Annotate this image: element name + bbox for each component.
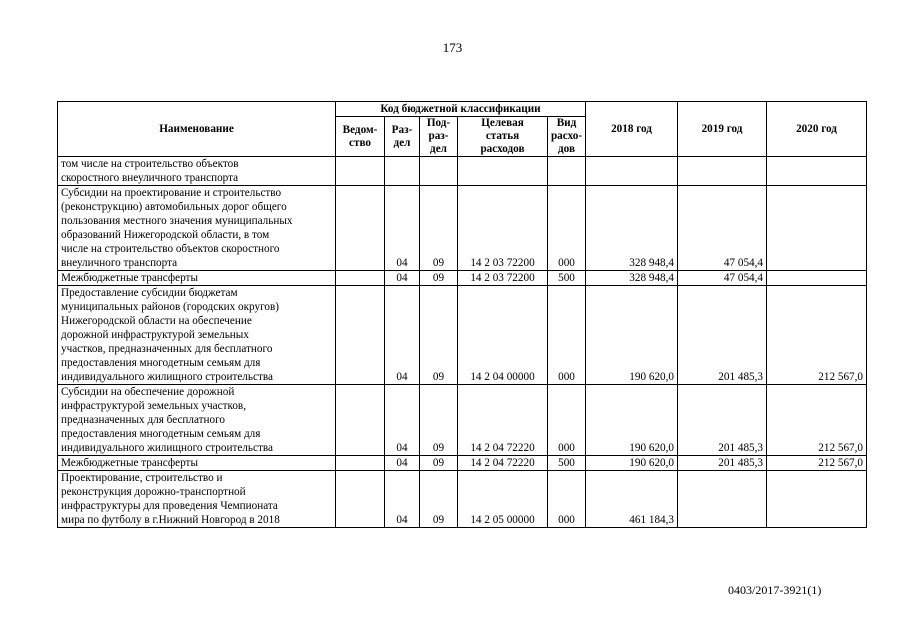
- header-2019: 2019 год: [678, 102, 767, 157]
- header-budget-code: Код бюджетной классификации: [336, 102, 586, 117]
- amount-2020-cell: [767, 471, 867, 528]
- header-podrazdel-line: Под-: [426, 117, 451, 129]
- page-number: 173: [442, 40, 463, 55]
- header-name: Наименование: [58, 102, 336, 157]
- vedomstvo-cell: [336, 186, 385, 271]
- amount-2020-cell: [767, 186, 867, 271]
- row-name-line: внеуличного транспорта: [61, 257, 178, 269]
- amount-2020-cell: 212 567,0: [767, 385, 867, 456]
- header-podrazdel-line: раз-: [428, 130, 449, 142]
- header-razdel-line: Раз-: [391, 123, 413, 136]
- vedomstvo-cell: [336, 286, 385, 385]
- row-name-line: том числе на строительство объектов: [61, 158, 239, 170]
- razdel-cell: [385, 157, 420, 186]
- podrazdel-cell: 09: [420, 286, 458, 385]
- budget-table: [57, 101, 867, 528]
- tselevaya-cell: 14 2 04 72220: [458, 385, 548, 456]
- row-name-cell: [58, 271, 336, 286]
- vid-cell: 000: [548, 471, 586, 528]
- row-name-line: индивидуального жилищного строительства: [61, 442, 273, 454]
- row-name-line: Межбюджетные трансферты: [61, 457, 198, 469]
- row-name-line: мира по футболу в г.Нижний Новгород в 2018: [61, 514, 280, 526]
- row-name-line: пользования местного значения муниципальных: [61, 215, 293, 227]
- row-name-cell: [58, 456, 336, 471]
- row-name-line: Субсидии на проектирование и строительство: [61, 187, 282, 199]
- amount-2020-cell: 212 567,0: [767, 456, 867, 471]
- amount-2018-cell: 190 620,0: [586, 385, 678, 456]
- vedomstvo-cell: [336, 157, 385, 186]
- header-tselevaya-line: статья: [485, 130, 520, 142]
- vedomstvo-cell: [336, 271, 385, 286]
- podrazdel-cell: 09: [420, 271, 458, 286]
- razdel-cell: 04: [385, 471, 420, 528]
- header-2018: 2018 год: [586, 102, 678, 157]
- header-vid-line: расхо-: [550, 130, 583, 142]
- table-body: [58, 157, 867, 528]
- row-name-line: предоставления многодетным семьям для: [61, 357, 261, 369]
- amount-2018-cell: 461 184,3: [586, 471, 678, 528]
- header-razdel: [385, 117, 420, 157]
- row-name-line: участков, предназначенных для бесплатного: [61, 343, 273, 355]
- row-name-cell: [58, 186, 336, 271]
- row-name-line: реконструкция дорожно-транспортной: [61, 486, 246, 498]
- row-name-line: образований Нижегородской области, в том: [61, 229, 270, 241]
- row-name-line: скоростного внеуличного транспорта: [61, 172, 239, 184]
- header-vid-line: дов: [557, 143, 576, 155]
- podrazdel-cell: 09: [420, 471, 458, 528]
- header-tselevaya: [458, 117, 548, 157]
- razdel-cell: 04: [385, 286, 420, 385]
- razdel-cell: 04: [385, 456, 420, 471]
- row-name-line: предназначенных для бесплатного: [61, 414, 226, 426]
- tselevaya-cell: 14 2 05 00000: [458, 471, 548, 528]
- table-row: [58, 286, 867, 385]
- podrazdel-cell: 09: [420, 456, 458, 471]
- row-name-line: индивидуального жилищного строительства: [61, 371, 273, 383]
- podrazdel-cell: 09: [420, 385, 458, 456]
- amount-2018-cell: 190 620,0: [586, 286, 678, 385]
- row-name-line: Предоставление субсидии бюджетам: [61, 287, 238, 299]
- vid-cell: 500: [548, 456, 586, 471]
- razdel-cell: 04: [385, 186, 420, 271]
- document-code: 0403/2017-3921(1): [728, 583, 822, 597]
- table-row: [58, 456, 867, 471]
- row-name-line: (реконструкцию) автомобильных дорог общего: [61, 201, 287, 213]
- header-vid: [548, 117, 586, 157]
- vid-cell: 000: [548, 385, 586, 456]
- vid-cell: 000: [548, 186, 586, 271]
- header-vedomstvo: [336, 117, 385, 157]
- table-row: [58, 271, 867, 286]
- tselevaya-cell: 14 2 04 00000: [458, 286, 548, 385]
- amount-2019-cell: 47 054,4: [678, 271, 767, 286]
- amount-2020-cell: [767, 271, 867, 286]
- row-name-line: Субсидии на обеспечение дорожной: [61, 386, 235, 398]
- vedomstvo-cell: [336, 385, 385, 456]
- row-name-cell: [58, 385, 336, 456]
- header-podrazdel-line: дел: [430, 143, 447, 155]
- amount-2020-cell: 212 567,0: [767, 286, 867, 385]
- row-name-line: Проектирование, строительство и: [61, 472, 223, 484]
- podrazdel-cell: [420, 157, 458, 186]
- vid-cell: [548, 157, 586, 186]
- amount-2019-cell: [678, 157, 767, 186]
- header-podrazdel: [420, 117, 458, 157]
- tselevaya-cell: 14 2 03 72200: [458, 271, 548, 286]
- vedomstvo-cell: [336, 456, 385, 471]
- vid-cell: 500: [548, 271, 586, 286]
- tselevaya-cell: 14 2 03 72200: [458, 186, 548, 271]
- vid-cell: 000: [548, 286, 586, 385]
- table-row: [58, 157, 867, 186]
- row-name-line: Нижегородской области на обеспечение: [61, 315, 252, 327]
- row-name-line: числе на строительство объектов скоростного: [61, 243, 280, 255]
- amount-2019-cell: 201 485,3: [678, 456, 767, 471]
- table-row: [58, 385, 867, 456]
- row-name-line: инфраструктуры для проведения Чемпионата: [61, 500, 278, 512]
- header-tselevaya-line: расходов: [480, 143, 525, 155]
- tselevaya-cell: 14 2 04 72220: [458, 456, 548, 471]
- razdel-cell: 04: [385, 385, 420, 456]
- amount-2018-cell: 328 948,4: [586, 186, 678, 271]
- razdel-cell: 04: [385, 271, 420, 286]
- amount-2020-cell: [767, 157, 867, 186]
- table-row: [58, 186, 867, 271]
- row-name-line: дорожной инфраструктурой земельных: [61, 329, 249, 341]
- amount-2018-cell: [586, 157, 678, 186]
- amount-2019-cell: 47 054,4: [678, 186, 767, 271]
- vedomstvo-cell: [336, 471, 385, 528]
- header-vedomstvo-line: Ведом-: [342, 123, 378, 136]
- amount-2019-cell: 201 485,3: [678, 385, 767, 456]
- header-tselevaya-line: Целевая: [481, 117, 524, 129]
- amount-2018-cell: 328 948,4: [586, 271, 678, 286]
- table-row: [58, 471, 867, 528]
- row-name-line: инфраструктурой земельных участков,: [61, 400, 246, 412]
- row-name-cell: [58, 471, 336, 528]
- podrazdel-cell: 09: [420, 186, 458, 271]
- amount-2019-cell: [678, 471, 767, 528]
- tselevaya-cell: [458, 157, 548, 186]
- row-name-line: Межбюджетные трансферты: [61, 272, 198, 284]
- row-name-line: предоставления многодетным семьям для: [61, 428, 261, 440]
- header-2020: 2020 год: [767, 102, 867, 157]
- header-razdel-line: дел: [393, 136, 411, 149]
- header-vid-line: Вид: [556, 117, 577, 129]
- row-name-cell: [58, 157, 336, 186]
- header-vedomstvo-line: ство: [348, 136, 372, 149]
- row-name-line: муниципальных районов (городских округов): [61, 301, 279, 313]
- amount-2018-cell: 190 620,0: [586, 456, 678, 471]
- amount-2019-cell: 201 485,3: [678, 286, 767, 385]
- row-name-cell: [58, 286, 336, 385]
